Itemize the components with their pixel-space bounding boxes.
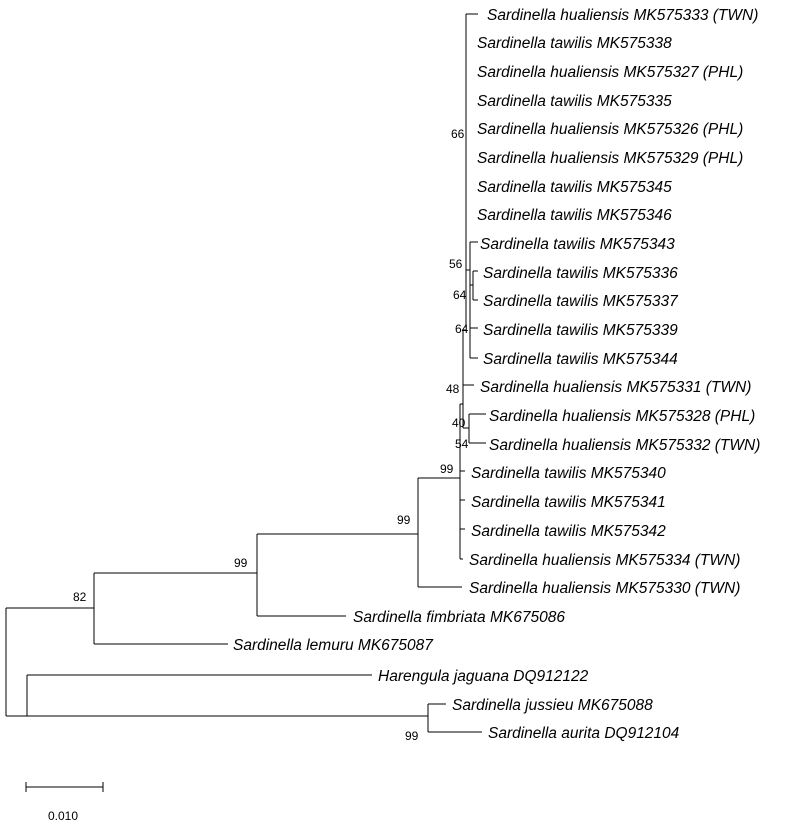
taxon-label: Sardinella hualiensis MK575326 (PHL) (477, 121, 744, 138)
taxon-label: Sardinella hualiensis MK575334 (TWN) (469, 552, 741, 569)
taxon-label: Sardinella tawilis MK575345 (477, 179, 672, 196)
taxon-label: Sardinella hualiensis MK575331 (TWN) (480, 379, 752, 396)
taxon-label: Sardinella aurita DQ912104 (488, 725, 680, 742)
taxon-label: Sardinella tawilis MK575339 (483, 322, 678, 339)
support-value: 64 (453, 288, 467, 302)
taxon-label: Sardinella fimbriata MK675086 (353, 609, 565, 626)
scale-bar (26, 782, 103, 823)
support-value: 56 (449, 257, 463, 271)
support-value: 99 (234, 556, 248, 570)
taxon-label: Sardinella tawilis MK575335 (477, 93, 672, 110)
taxon-label: Sardinella tawilis MK575338 (477, 35, 672, 52)
taxon-label: Sardinella tawilis MK575343 (480, 236, 675, 253)
taxon-label: Sardinella lemuru MK675087 (233, 637, 433, 654)
taxon-label: Sardinella hualiensis MK575327 (PHL) (477, 64, 744, 81)
taxon-label: Sardinella jussieu MK675088 (452, 697, 653, 714)
support-value: 48 (446, 382, 460, 396)
taxon-label: Sardinella tawilis MK575344 (483, 351, 678, 368)
support-value: 99 (405, 729, 419, 743)
taxon-label: Sardinella hualiensis MK575329 (PHL) (477, 150, 744, 167)
scale-bar-label: 0.010 (48, 809, 79, 823)
taxon-label: Harengula jaguana DQ912122 (378, 668, 589, 685)
taxon-label: Sardinella tawilis MK575336 (483, 265, 678, 282)
taxon-label: Sardinella hualiensis MK575328 (PHL) (489, 408, 756, 425)
support-value: 66 (451, 127, 465, 141)
support-value: 54 (455, 437, 469, 451)
support-value: 82 (73, 590, 87, 604)
taxon-labels (233, 7, 760, 742)
taxon-label: Sardinella tawilis MK575342 (471, 523, 666, 540)
support-value: 64 (455, 322, 469, 336)
taxon-label: Sardinella tawilis MK575346 (477, 207, 672, 224)
taxon-label: Sardinella tawilis MK575341 (471, 494, 666, 511)
support-value: 99 (397, 513, 411, 527)
taxon-label: Sardinella tawilis MK575337 (483, 293, 678, 310)
support-value: 40 (452, 416, 466, 430)
taxon-label: Sardinella tawilis MK575340 (471, 465, 666, 482)
taxon-label: Sardinella hualiensis MK575330 (TWN) (469, 580, 741, 597)
taxon-label: Sardinella hualiensis MK575332 (TWN) (489, 437, 761, 454)
support-value: 99 (440, 462, 454, 476)
taxon-label: Sardinella hualiensis MK575333 (TWN) (487, 7, 759, 24)
